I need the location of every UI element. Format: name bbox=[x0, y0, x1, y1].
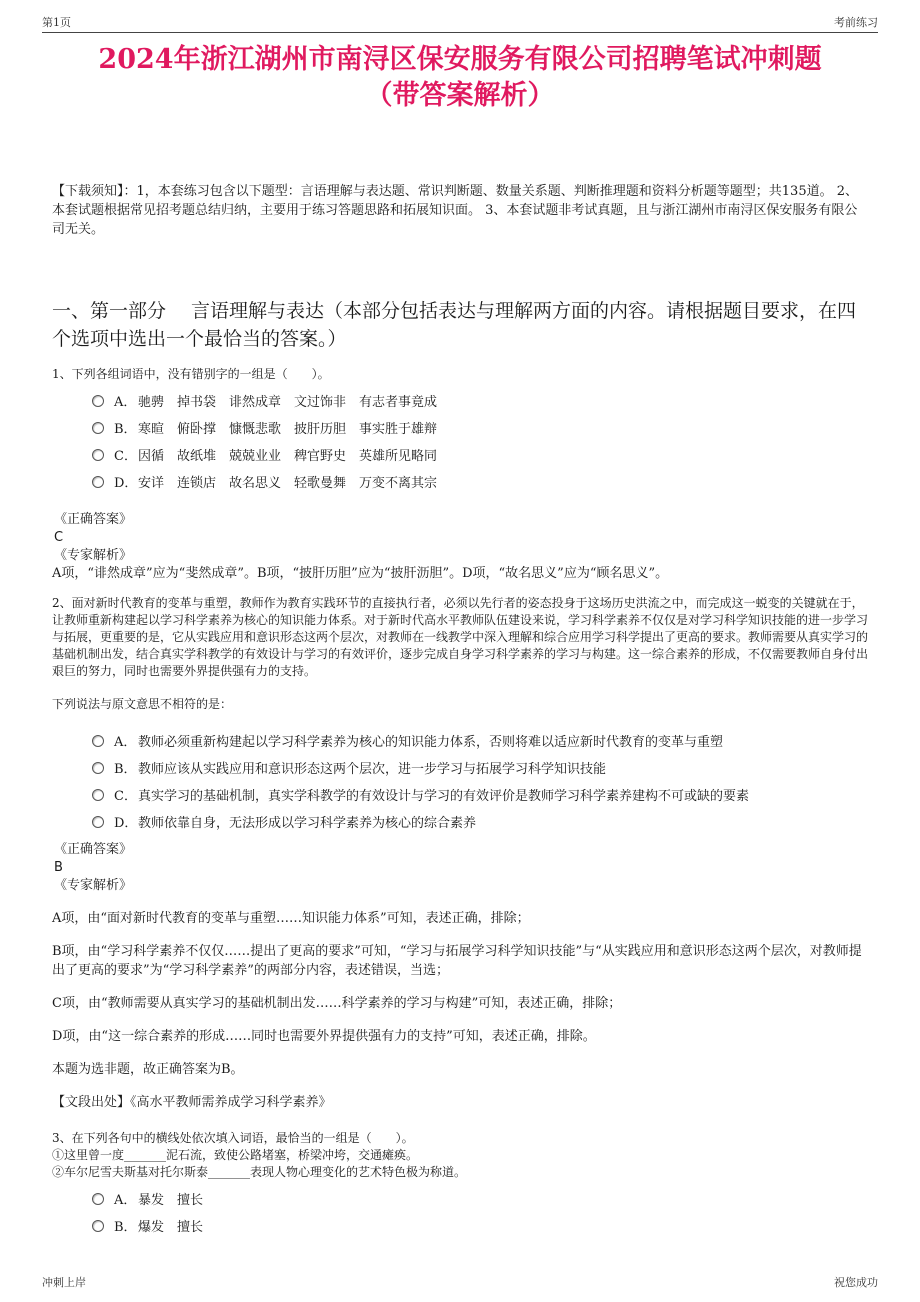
question-1-stem: 1、下列各组词语中，没有错别字的一组是（ ）。 bbox=[52, 367, 330, 381]
sentence-2: ②车尔尼雪夫斯基对托尔斯泰_______表现人物心理变化的艺术特色极为称道。 bbox=[52, 1165, 467, 1179]
question-1-options bbox=[92, 387, 868, 495]
page-footer bbox=[42, 1274, 878, 1290]
option-d[interactable]: D． 安详 连锁店 故名思义 轻歌曼舞 万变不离其宗 bbox=[92, 468, 868, 495]
radio-icon[interactable] bbox=[92, 762, 104, 774]
analysis-label: 《专家解析》 bbox=[54, 878, 133, 893]
title-line-2: （带答案解析） bbox=[365, 80, 555, 111]
footer-right: 祝您成功 bbox=[834, 1276, 878, 1289]
radio-icon[interactable] bbox=[92, 735, 104, 747]
passage-source: 【文段出处】《高水平教师需养成学习科学素养》 bbox=[52, 1095, 332, 1110]
option-a[interactable]: A． 教师必须重新构建起以学习科学素养为核心的知识能力体系，否则将难以适应新时代教育的变革与重塑 bbox=[92, 727, 868, 754]
option-b[interactable]: B． 教师应该从实践应用和意识形态这两个层次，进一步学习与拓展学习科学知识技能 bbox=[92, 754, 868, 781]
option-a[interactable]: A． 驰骋 掉书袋 诽然成章 文过饰非 有志者事竟成 bbox=[92, 387, 868, 414]
radio-icon[interactable] bbox=[92, 395, 104, 407]
explanation-d: D项，由“这一综合素养的形成……同时也需要外界提供强有力的支持”可知，表述正确，排除。 bbox=[52, 1029, 596, 1044]
page-header bbox=[42, 14, 878, 33]
footer-left: 冲刺上岸 bbox=[42, 1276, 86, 1289]
explanation-c: C项，由“教师需要从真实学习的基础机制出发……科学素养的学习与构建”可知，表述正确，排除； bbox=[52, 996, 622, 1011]
answer-label: 《正确答案》 bbox=[54, 512, 133, 527]
option-c[interactable]: C． 真实学习的基础机制，真实学科教学的有效设计与学习的有效评价是教师学习科学素养建构不可或缺的要素 bbox=[92, 781, 868, 808]
option-a[interactable]: A． 暴发 擅长 bbox=[92, 1185, 868, 1212]
section-1-title: 一、第一部分 言语理解与表达（本部分包括表达与理解两方面的内容。请根据题目要求，在四个选项中选出一个最恰当的答案。） bbox=[52, 300, 857, 350]
title-line-1: 2024年浙江湖州市南浔区保安服务有限公司招聘笔试冲刺题 bbox=[98, 44, 822, 75]
option-c[interactable]: C． 因循 故纸堆 兢兢业业 稗官野史 英雄所见略同 bbox=[92, 441, 868, 468]
correct-answer: B bbox=[54, 860, 63, 875]
question-3-options bbox=[92, 1185, 868, 1239]
radio-icon[interactable] bbox=[92, 1193, 104, 1205]
option-d[interactable]: D． 教师依靠自身，无法形成以学习科学素养为核心的综合素养 bbox=[92, 808, 868, 835]
document-body bbox=[52, 42, 868, 1239]
radio-icon[interactable] bbox=[92, 422, 104, 434]
question-3 bbox=[52, 1130, 868, 1239]
conclusion: 本题为选非题，故正确答案为B。 bbox=[52, 1062, 244, 1077]
question-2-passage: 2、面对新时代教育的变革与重塑，教师作为教育实践环节的直接执行者，必须以先行者的姿态投身于这场历史洪流之中，而完成这一蜕变的关键就在于，让教师重新构建起以学习科学素养为核心的知识能力体系。对于新时代高水平教师队伍建设来说，学习科学素养不仅仅是对学习科学知识技能的进一步学习与拓展，更重要的是，它从实践应用和意识形态这两个层次，对教师在一线教学中深入理解和综合应用学习科学提出了更高的要求。教师需要从真实学习的基础机制出发，结合真实学科教学的有效设计与学习的有效评价，逐步完成自身学习科学素养的学习与构建。这一综合素养的形成，不仅需要教师自身付出艰巨的努力，同时也需要外界提供强有力的支持。 bbox=[52, 596, 869, 678]
page-number: 第1页 bbox=[42, 16, 71, 29]
question-1-analysis: A项，“诽然成章”应为“斐然成章”。B项，“披肝历胆”应为“披肝沥胆”。D项，“故名思义”应为“顾名思义”。 bbox=[52, 566, 669, 581]
question-2 bbox=[52, 595, 868, 1112]
download-notice: 【下载须知】：1，本套练习包含以下题型：言语理解与表达题、常识判断题、数量关系题、判断推理题和资料分析题等题型；共135道。 2、本套试题根据常见招考题总结归纳，主要用于练习答题思路和拓展知识面。 3、本套试题非考试真题，且与浙江湖州市南浔区保安服务有限公司无关。 bbox=[52, 184, 858, 237]
radio-icon[interactable] bbox=[92, 476, 104, 488]
header-tag: 考前练习 bbox=[834, 16, 878, 29]
analysis-label: 《专家解析》 bbox=[54, 548, 133, 563]
radio-icon[interactable] bbox=[92, 789, 104, 801]
explanation-a: A项，由“面对新时代教育的变革与重塑……知识能力体系”可知，表述正确，排除； bbox=[52, 911, 530, 926]
explanation-b: B项，由“学习科学素养不仅仅……提出了更高的要求”可知，“学习与拓展学习科学知识技能”与“从实践应用和意识形态这两个层次，对教师提出了更高的要求”为“学习科学素养”的两部分内容，表述错误，当选； bbox=[52, 944, 862, 978]
sentence-1: ①这里曾一度_______泥石流，致使公路堵塞，桥梁冲垮，交通瘫痪。 bbox=[52, 1148, 419, 1162]
answer-label: 《正确答案》 bbox=[54, 842, 133, 857]
correct-answer: C bbox=[54, 530, 64, 545]
radio-icon[interactable] bbox=[92, 449, 104, 461]
question-2-options bbox=[92, 727, 868, 835]
question-2-prompt: 下列说法与原文意思不相符的是： bbox=[52, 697, 233, 711]
document-title bbox=[52, 42, 868, 114]
question-3-stem: 3、在下列各句中的横线处依次填入词语，最恰当的一组是（ ）。 bbox=[52, 1131, 414, 1145]
option-b[interactable]: B． 爆发 擅长 bbox=[92, 1212, 868, 1239]
radio-icon[interactable] bbox=[92, 816, 104, 828]
option-b[interactable]: B． 寒暄 俯卧撑 慷慨悲歌 披肝历胆 事实胜于雄辩 bbox=[92, 414, 868, 441]
radio-icon[interactable] bbox=[92, 1220, 104, 1232]
question-1 bbox=[52, 365, 868, 583]
